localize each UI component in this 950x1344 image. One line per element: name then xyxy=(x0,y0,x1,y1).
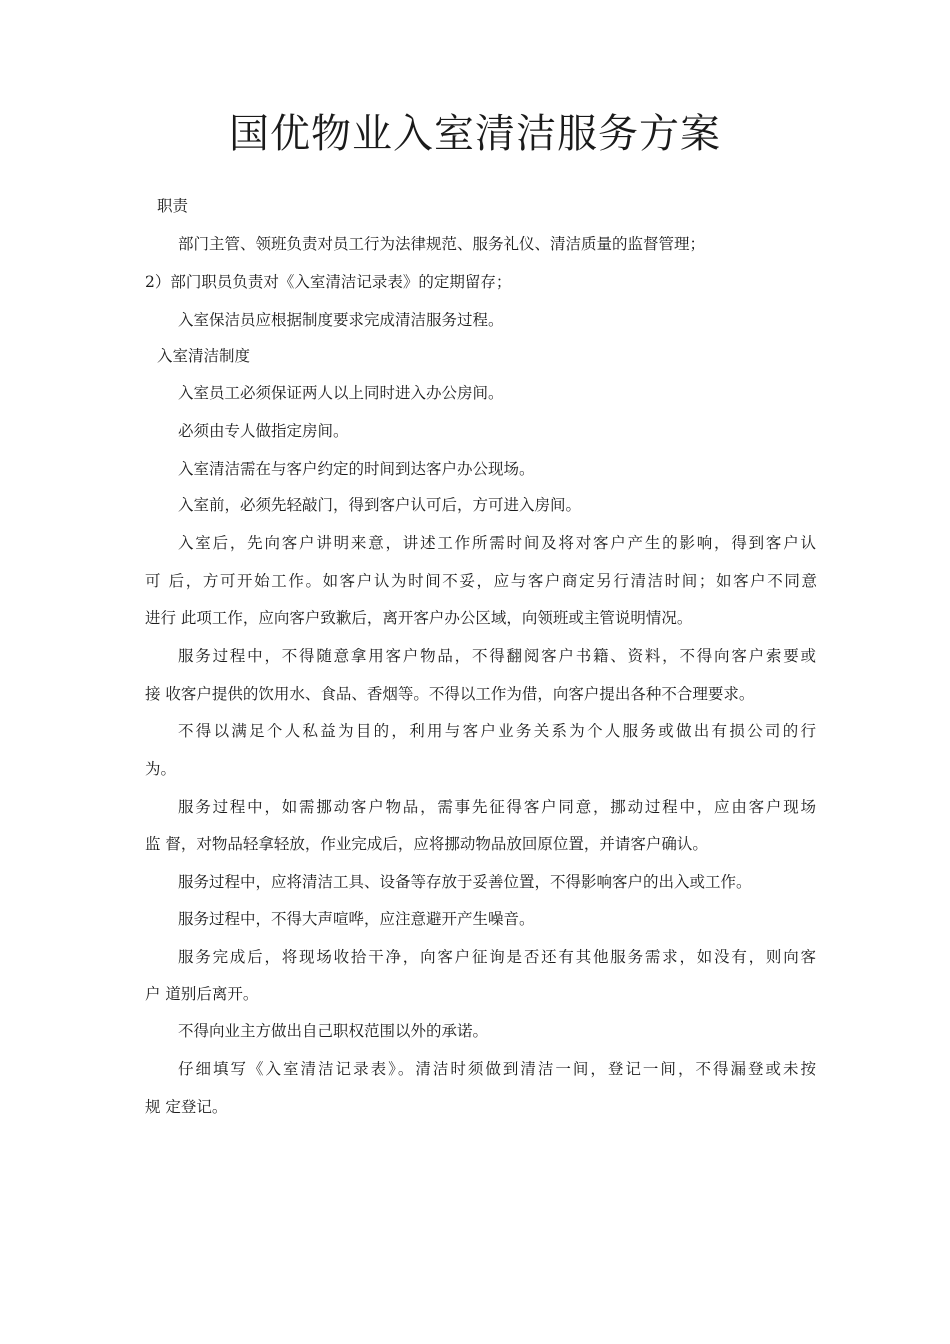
paragraph-line: 进行 此项工作，应向客户致歉后，离开客户办公区域，向领班或主管说明情况。 xyxy=(145,609,693,627)
paragraph-line: 接 收客户提供的饮用水、食品、香烟等。不得以工作为借，向客户提出各种不合理要求。 xyxy=(145,685,755,703)
list-item: 2）部门职员负责对《入室清洁记录表》的定期留存； xyxy=(145,273,512,291)
paragraph-line: 不得向业主方做出自己职权范围以外的承诺。 xyxy=(178,1022,489,1040)
section-heading-cleaning-rules: 入室清洁制度 xyxy=(157,347,251,365)
paragraph-line: 服务过程中，不得随意拿用客户物品，不得翻阅客户书籍、资料，不得向客户索要或 xyxy=(178,647,816,665)
list-item: 入室清洁需在与客户约定的时间到达客户办公现场。 xyxy=(178,460,535,478)
list-item: 必须由专人做指定房间。 xyxy=(178,422,349,440)
paragraph-line: 入室后，先向客户讲明来意，讲述工作所需时间及将对客户产生的影响，得到客户认 xyxy=(178,534,816,552)
paragraph-line: 服务过程中，如需挪动客户物品，需事先征得客户同意，挪动过程中，应由客户现场 xyxy=(178,798,816,816)
paragraph-line: 监 督，对物品轻拿轻放，作业完成后，应将挪动物品放回原位置，并请客户确认。 xyxy=(145,835,708,853)
paragraph-line: 服务过程中，应将清洁工具、设备等存放于妥善位置，不得影响客户的出入或工作。 xyxy=(178,873,752,891)
paragraph-line: 可 后，方可开始工作。如客户认为时间不妥，应与客户商定另行清洁时间；如客户不同意 xyxy=(145,572,817,590)
paragraph-line: 户 道别后离开。 xyxy=(145,985,259,1003)
paragraph-line: 不得以满足个人私益为目的，利用与客户业务关系为个人服务或做出有损公司的行 xyxy=(178,722,816,740)
paragraph-line: 服务过程中，不得大声喧哗，应注意避开产生噪音。 xyxy=(178,910,535,928)
paragraph-line: 为。 xyxy=(145,760,177,778)
list-item: 入室前，必须先轻敲门，得到客户认可后，方可进入房间。 xyxy=(178,496,582,514)
section-heading-responsibilities: 职责 xyxy=(157,197,189,215)
list-item: 入室保洁员应根据制度要求完成清洁服务过程。 xyxy=(178,311,504,329)
document-title: 国优物业入室清洁服务方案 xyxy=(229,111,721,157)
paragraph-line: 规 定登记。 xyxy=(145,1098,228,1116)
list-item: 部门主管、领班负责对员工行为法律规范、服务礼仪、清洁质量的监督管理； xyxy=(178,235,706,253)
paragraph-line: 服务完成后，将现场收拾干净，向客户征询是否还有其他服务需求，如没有，则向客 xyxy=(178,948,816,966)
list-item: 入室员工必须保证两人以上同时进入办公房间。 xyxy=(178,384,504,402)
paragraph-line: 仔细填写《入室清洁记录表》。清洁时须做到清洁一间，登记一间，不得漏登或未按 xyxy=(178,1060,816,1078)
